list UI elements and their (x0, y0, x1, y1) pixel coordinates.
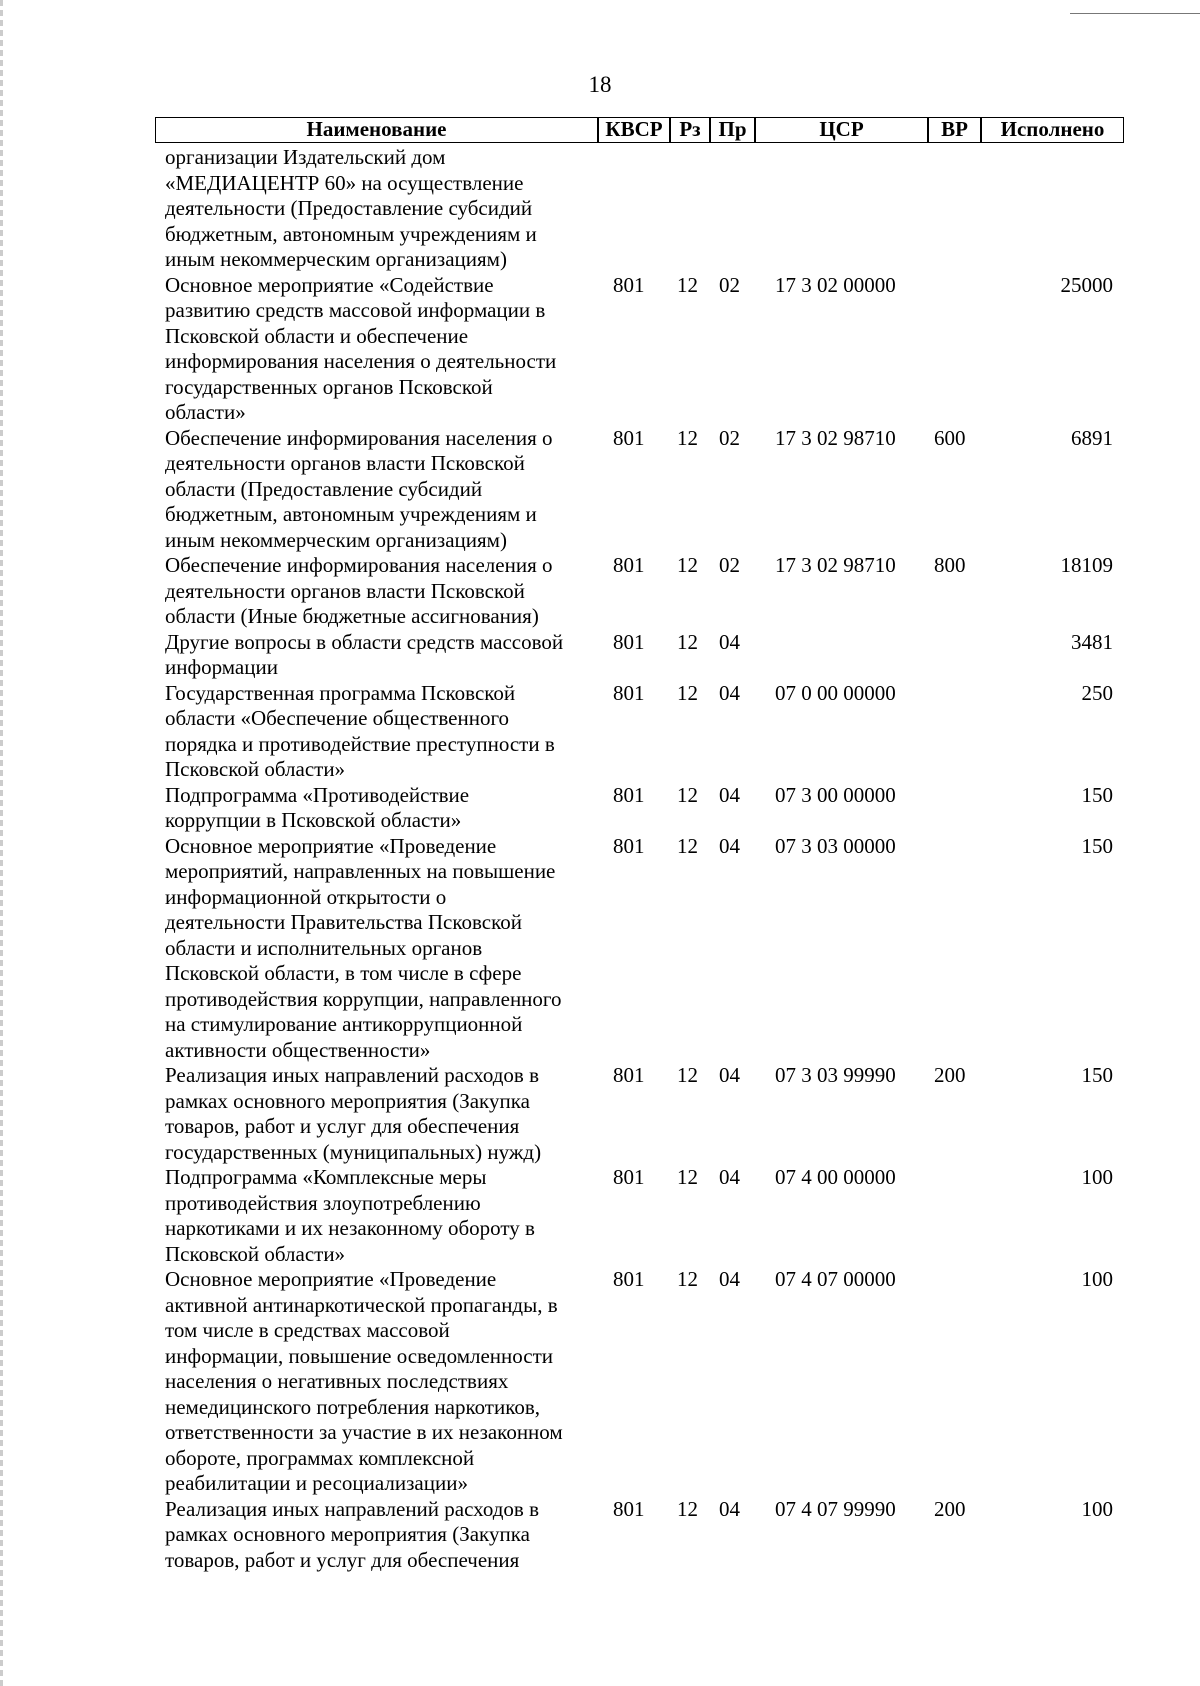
row-name-line: активной антинаркотической пропаганды, в (165, 1292, 558, 1317)
row-name-line: товаров, работ и услуг для обеспечения (165, 1547, 520, 1572)
row-csr: 07 4 00 00000 (775, 1165, 896, 1189)
row-done: 150 (1081, 1063, 1113, 1087)
page-number: 18 (588, 72, 612, 97)
row-csr: 17 3 02 98710 (775, 553, 896, 577)
table-row (0, 553, 1200, 630)
row-name-line: бюджетным, автономным учреждениям и (165, 221, 537, 246)
header-pr: Пр (710, 117, 755, 143)
row-name-line: государственных (муниципальных) нужд) (165, 1139, 542, 1164)
row-name-line: Основное мероприятие «Проведение (165, 833, 497, 858)
row-csr: 17 3 02 00000 (775, 272, 896, 297)
row-name-line: области» (165, 400, 246, 424)
row-vr: 600 (934, 425, 966, 450)
row-csr: 07 3 00 00000 (775, 782, 896, 807)
row-pr: 02 (719, 272, 740, 297)
row-name-line: информирования населения о деятельности (165, 349, 557, 373)
header-done: Исполнено (981, 117, 1124, 143)
row-name-line: деятельности (Предоставление субсидий (165, 196, 533, 220)
row-name-line: рамках основного мероприятия (Закупка (165, 1522, 530, 1546)
row-kvsr: 801 (613, 782, 645, 807)
row-name (165, 630, 595, 681)
row-name-line: Подпрограмма «Противодействие (165, 782, 470, 807)
row-name (165, 145, 595, 273)
row-vr: 200 (934, 1496, 966, 1521)
table-row (0, 426, 1200, 554)
row-name (165, 273, 595, 426)
row-rz: 12 (677, 1063, 698, 1087)
row-name (165, 834, 595, 1064)
row-name-line: развитию средств массовой информации в (165, 298, 546, 322)
row-name-line: информации (165, 655, 278, 679)
row-rz: 12 (677, 1165, 698, 1189)
row-name (165, 426, 595, 554)
row-name-line: ответственности за участие в их незаконном (165, 1420, 563, 1444)
row-kvsr: 801 (613, 680, 645, 705)
row-name-line: области «Обеспечение общественного (165, 706, 510, 730)
row-pr: 02 (719, 553, 740, 577)
row-rz: 12 (677, 1267, 698, 1291)
row-rz: 12 (677, 833, 698, 858)
row-kvsr: 801 (613, 1063, 645, 1087)
table-row (0, 273, 1200, 426)
row-name-line: противодействия коррупции, направленного (165, 986, 562, 1011)
row-vr: 800 (934, 553, 966, 577)
row-pr: 04 (719, 782, 740, 807)
row-name-line: товаров, работ и услуг для обеспечения (165, 1114, 520, 1138)
row-name-line: области (Иные бюджетные ассигнования) (165, 604, 539, 628)
row-pr: 02 (719, 425, 740, 450)
row-kvsr: 801 (613, 553, 645, 577)
row-done: 25000 (1060, 272, 1113, 297)
row-name-line: «МЕДИАЦЕНТР 60» на осуществление (165, 170, 524, 195)
row-name (165, 783, 595, 834)
row-pr: 04 (719, 1165, 740, 1189)
row-csr: 07 4 07 99990 (775, 1496, 896, 1521)
row-csr: 07 4 07 00000 (775, 1267, 896, 1291)
row-name-line: наркотиками и их незаконному обороту в (165, 1216, 535, 1240)
row-name-line: деятельности органов власти Псковской (165, 451, 525, 475)
row-kvsr: 801 (613, 272, 645, 297)
row-name-line: порядка и противодействие преступности в (165, 731, 555, 756)
row-name (165, 1267, 595, 1497)
row-done: 250 (1081, 680, 1113, 705)
row-kvsr: 801 (613, 1496, 645, 1521)
scan-top-line (1070, 13, 1200, 14)
row-name-line: деятельности Правительства Псковской (165, 910, 522, 934)
row-name-line: Псковской области, в том числе в сфере (165, 961, 522, 985)
row-name-line: мероприятий, направленных на повышение (165, 859, 556, 883)
table-body (0, 145, 1200, 1573)
table-row (0, 783, 1200, 834)
row-name-line: бюджетным, автономным учреждениям и (165, 502, 537, 526)
row-name-line: Реализация иных направлений расходов в (165, 1496, 540, 1521)
row-name-line: Основное мероприятие «Проведение (165, 1267, 497, 1291)
row-rz: 12 (677, 425, 698, 450)
row-name (165, 1497, 595, 1574)
row-pr: 04 (719, 629, 740, 654)
row-kvsr: 801 (613, 629, 645, 654)
row-done: 150 (1081, 782, 1113, 807)
header-csr: ЦСР (755, 117, 928, 143)
table-row (0, 834, 1200, 1064)
row-rz: 12 (677, 553, 698, 577)
row-name-line: коррупции в Псковской области» (165, 808, 462, 832)
row-name-line: реабилитации и ресоциализации» (165, 1471, 468, 1495)
row-name-line: Основное мероприятие «Содействие (165, 272, 494, 297)
row-name-line: немедицинского потребления наркотиков, (165, 1394, 541, 1419)
row-name-line: организации Издательский дом (165, 145, 446, 169)
row-name-line: рамках основного мероприятия (Закупка (165, 1088, 530, 1113)
row-done: 100 (1081, 1496, 1113, 1521)
table-row (0, 681, 1200, 783)
row-done: 150 (1081, 833, 1113, 858)
row-kvsr: 801 (613, 1165, 645, 1189)
row-name-line: Подпрограмма «Комплексные меры (165, 1165, 487, 1189)
row-done: 6891 (1071, 425, 1113, 450)
row-name-line: области (Предоставление субсидий (165, 476, 483, 501)
row-name-line: Псковской области» (165, 1241, 346, 1266)
row-name-line: иным некоммерческим организациям) (165, 247, 507, 271)
header-rz: Рз (670, 117, 710, 143)
table-row (0, 1063, 1200, 1165)
row-name-line: иным некоммерческим организациям) (165, 527, 507, 552)
row-kvsr: 801 (613, 1267, 645, 1291)
row-csr: 07 0 00 00000 (775, 680, 896, 705)
row-name-line: Обеспечение информирования населения о (165, 553, 553, 577)
header-vr: ВР (928, 117, 981, 143)
table-row (0, 630, 1200, 681)
row-done: 3481 (1071, 629, 1113, 654)
row-pr: 04 (719, 680, 740, 705)
row-name-line: Обеспечение информирования населения о (165, 425, 553, 450)
row-name-line: Реализация иных направлений расходов в (165, 1063, 540, 1087)
row-name-line: противодействия злоупотреблению (165, 1190, 481, 1215)
row-name (165, 553, 595, 630)
table-header (155, 117, 1124, 145)
row-name-line: информационной открытости о (165, 884, 447, 909)
row-pr: 04 (719, 1267, 740, 1291)
row-name-line: активности общественности» (165, 1037, 431, 1062)
row-name-line: информации, повышение осведомленности (165, 1343, 554, 1368)
row-vr: 200 (934, 1063, 966, 1087)
row-kvsr: 801 (613, 425, 645, 450)
row-name-line: области и исполнительных органов (165, 935, 483, 960)
row-name-line: деятельности органов власти Псковской (165, 578, 525, 603)
header-name: Наименование (155, 117, 598, 143)
row-name-line: населения о негативных последствиях (165, 1369, 509, 1393)
row-done: 100 (1081, 1165, 1113, 1189)
row-rz: 12 (677, 782, 698, 807)
row-done: 100 (1081, 1267, 1113, 1291)
row-name-line: Псковской области и обеспечение (165, 323, 469, 348)
row-done: 18109 (1060, 553, 1113, 577)
table-row (0, 1267, 1200, 1497)
table-row (0, 145, 1200, 273)
row-csr: 17 3 02 98710 (775, 425, 896, 450)
row-csr: 07 3 03 00000 (775, 833, 896, 858)
row-rz: 12 (677, 1496, 698, 1521)
row-name (165, 1165, 595, 1267)
row-csr: 07 3 03 99990 (775, 1063, 896, 1087)
row-rz: 12 (677, 272, 698, 297)
row-pr: 04 (719, 1496, 740, 1521)
row-rz: 12 (677, 680, 698, 705)
row-pr: 04 (719, 1063, 740, 1087)
table-row (0, 1497, 1200, 1574)
row-name-line: обороте, программах комплексной (165, 1445, 475, 1470)
row-name-line: том числе в средствах массовой (165, 1318, 450, 1342)
header-kvsr: КВСР (598, 117, 670, 143)
row-pr: 04 (719, 833, 740, 858)
row-name (165, 681, 595, 783)
row-rz: 12 (677, 629, 698, 654)
row-kvsr: 801 (613, 833, 645, 858)
table-row (0, 1165, 1200, 1267)
row-name (165, 1063, 595, 1165)
row-name-line: Другие вопросы в области средств массовой (165, 629, 564, 654)
row-name-line: государственных органов Псковской (165, 374, 493, 399)
row-name-line: Псковской области» (165, 757, 346, 781)
row-name-line: Государственная программа Псковской (165, 680, 516, 705)
row-name-line: на стимулирование антикоррупционной (165, 1012, 523, 1036)
